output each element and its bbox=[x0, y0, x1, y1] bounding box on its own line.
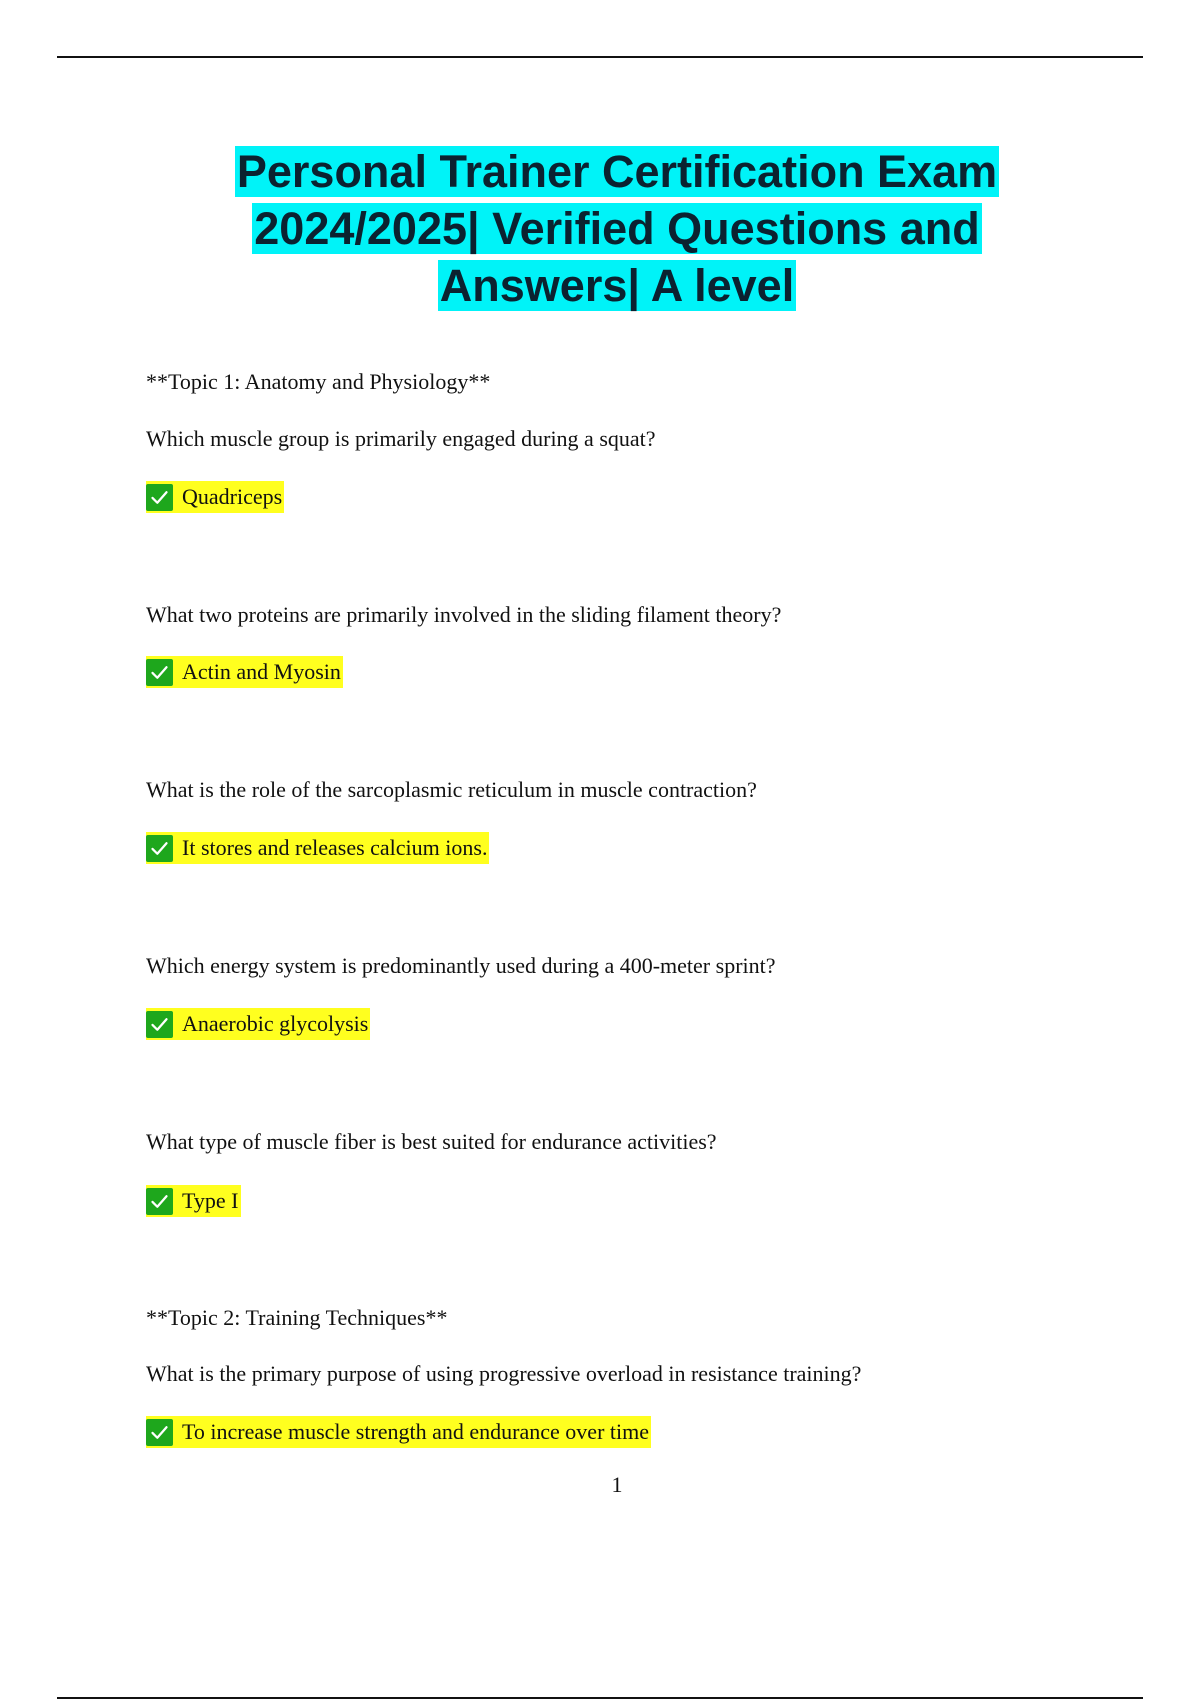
answer-text: To increase muscle strength and endurance over time bbox=[182, 1419, 649, 1444]
question-text: What type of muscle fiber is best suited for endurance activities? bbox=[146, 1129, 717, 1154]
answer-highlight bbox=[146, 832, 489, 864]
section-heading-topic-2: **Topic 2: Training Techniques** bbox=[146, 1305, 448, 1330]
check-mark-icon bbox=[146, 835, 173, 862]
check-mark-icon bbox=[146, 1188, 173, 1215]
answer-highlight bbox=[146, 656, 343, 688]
answer-highlight bbox=[146, 1416, 651, 1448]
bottom-rule bbox=[57, 1697, 1143, 1699]
question-text: What two proteins are primarily involved in the sliding filament theory? bbox=[146, 602, 782, 627]
answer-highlight bbox=[146, 1008, 370, 1040]
check-mark-icon bbox=[146, 484, 173, 511]
check-mark-icon bbox=[146, 659, 173, 686]
title-line: Answers| A level bbox=[439, 260, 795, 311]
title-line: 2024/2025| Verified Questions and bbox=[254, 203, 980, 254]
top-rule bbox=[57, 56, 1143, 58]
answer-text: Anaerobic glycolysis bbox=[182, 1011, 369, 1036]
section-heading-topic-1: **Topic 1: Anatomy and Physiology** bbox=[146, 369, 491, 394]
answer-text: It stores and releases calcium ions. bbox=[182, 835, 488, 860]
check-mark-icon bbox=[146, 1011, 173, 1038]
document-title bbox=[100, 143, 1134, 314]
question-text: Which energy system is predominantly used during a 400-meter sprint? bbox=[146, 953, 776, 978]
answer-text: Actin and Myosin bbox=[182, 659, 341, 684]
answer-text: Quadriceps bbox=[182, 484, 283, 509]
question-text: What is the role of the sarcoplasmic reticulum in muscle contraction? bbox=[146, 777, 757, 802]
title-line: Personal Trainer Certification Exam bbox=[236, 146, 998, 197]
answer-text: Type I bbox=[182, 1188, 239, 1213]
answer-highlight bbox=[146, 1185, 241, 1217]
page-number: 1 bbox=[611, 1472, 623, 1497]
answer-highlight bbox=[146, 481, 284, 513]
question-text: Which muscle group is primarily engaged during a squat? bbox=[146, 426, 656, 451]
question-text: What is the primary purpose of using progressive overload in resistance training? bbox=[146, 1361, 862, 1386]
check-mark-icon bbox=[146, 1419, 173, 1446]
